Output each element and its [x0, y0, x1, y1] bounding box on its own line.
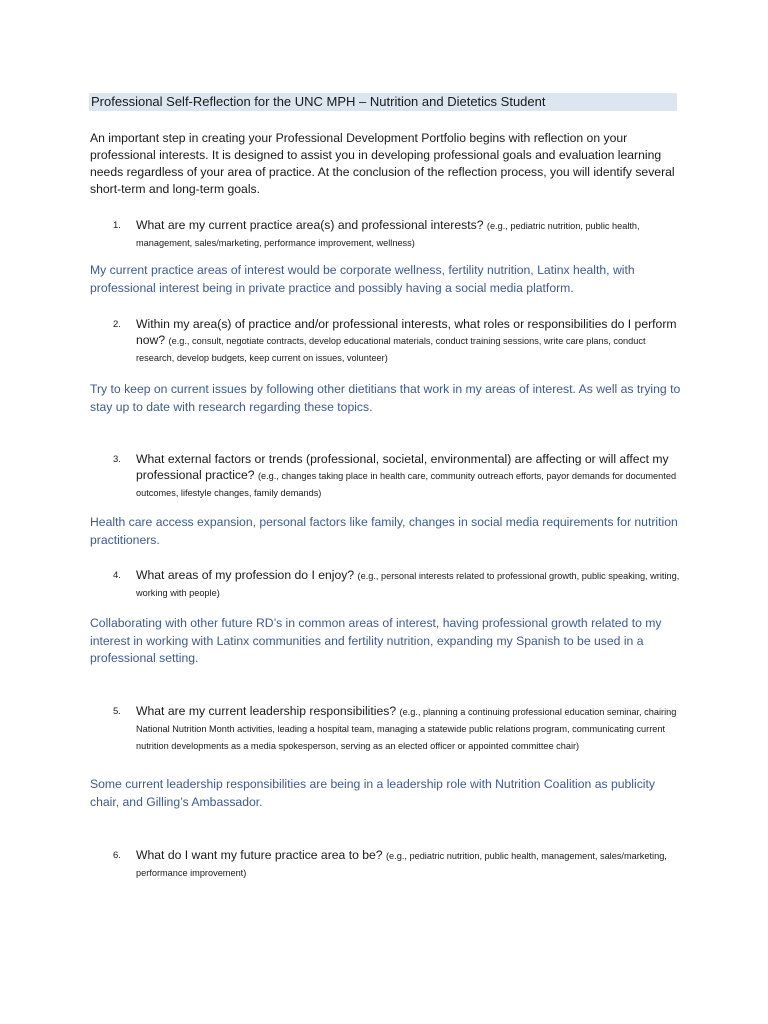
question-4: [113, 567, 681, 601]
question-text: What areas of my profession do I enjoy?: [136, 568, 355, 582]
answer-3: Health care access expansion, personal factors like family, changes in social media requirements for nutrition practitioners.: [90, 515, 678, 547]
question-3: [113, 451, 681, 501]
question-text: Within my area(s) of practice and/or professional interests, what roles or responsibilities do I perform now?: [136, 317, 677, 347]
question-text: What are my current leadership responsibilities?: [136, 704, 397, 718]
question-number: 4.: [113, 570, 121, 581]
question-examples: (e.g., personal interests related to professional growth, public speaking, writing, working with people): [136, 571, 680, 598]
question-examples: (e.g., changes taking place in health care, community outreach efforts, payor demands for documented outcomes, lifestyle changes, family demands): [136, 471, 677, 498]
question-5: [113, 703, 681, 754]
question-number: 2.: [113, 319, 121, 330]
question-number: 5.: [113, 706, 121, 717]
question-number: 6.: [113, 850, 121, 861]
question-text: What do I want my future practice area to be?: [136, 848, 383, 862]
question-1: [113, 217, 681, 251]
question-text: What external factors or trends (professional, societal, environmental) are affecting or will affect my professional practice?: [136, 452, 669, 482]
question-examples: (e.g., consult, negotiate contracts, develop educational materials, conduct training sessions, write care plans, conduct research, develop budgets, keep current on issues, volunteer): [136, 336, 646, 363]
question-examples: (e.g., planning a continuing professional education seminar, chairing National Nutrition Month activities, leading a hospital team, managing a statewide public relations program, communicating current nutrition developments as a media spokesperson, serving as an elected officer or appointed committee chair): [136, 707, 677, 751]
intro-paragraph: An important step in creating your Professional Development Portfolio begins with reflection on your professional interests. It is designed to assist you in developing professional goals and evaluation learning needs regardless of your area of practice. At the conclusion of the reflection process, you will identify several short-term and long-term goals.: [90, 131, 675, 196]
page-title: Professional Self-Reflection for the UNC MPH – Nutrition and Dietetics Student: [89, 93, 677, 111]
answer-4: Collaborating with other future RD’s in common areas of interest, having professional growth related to my interest in working with Latinx communities and fertility nutrition, expanding my Spanish to be used in a professional setting.: [90, 616, 662, 665]
question-number: 1.: [113, 220, 121, 231]
question-number: 3.: [113, 454, 121, 465]
question-text: What are my current practice area(s) and professional interests?: [136, 218, 484, 232]
question-6: [113, 847, 681, 881]
question-examples: (e.g., pediatric nutrition, public health, management, sales/marketing, performance improvement, wellness): [136, 221, 640, 248]
answer-5: Some current leadership responsibilities are being in a leadership role with Nutrition Coalition as publicity chair, and Gilling’s Ambassador.: [90, 777, 655, 809]
answer-2: Try to keep on current issues by following other dietitians that work in my areas of interest. As well as trying to stay up to date with research regarding these topics.: [90, 382, 681, 414]
question-2: [113, 316, 681, 366]
question-examples: (e.g., pediatric nutrition, public health, management, sales/marketing, performance improvement): [136, 851, 667, 878]
answer-1: My current practice areas of interest would be corporate wellness, fertility nutrition, Latinx health, with professional interest being in private practice and possibly having a social media platform.: [90, 263, 635, 295]
